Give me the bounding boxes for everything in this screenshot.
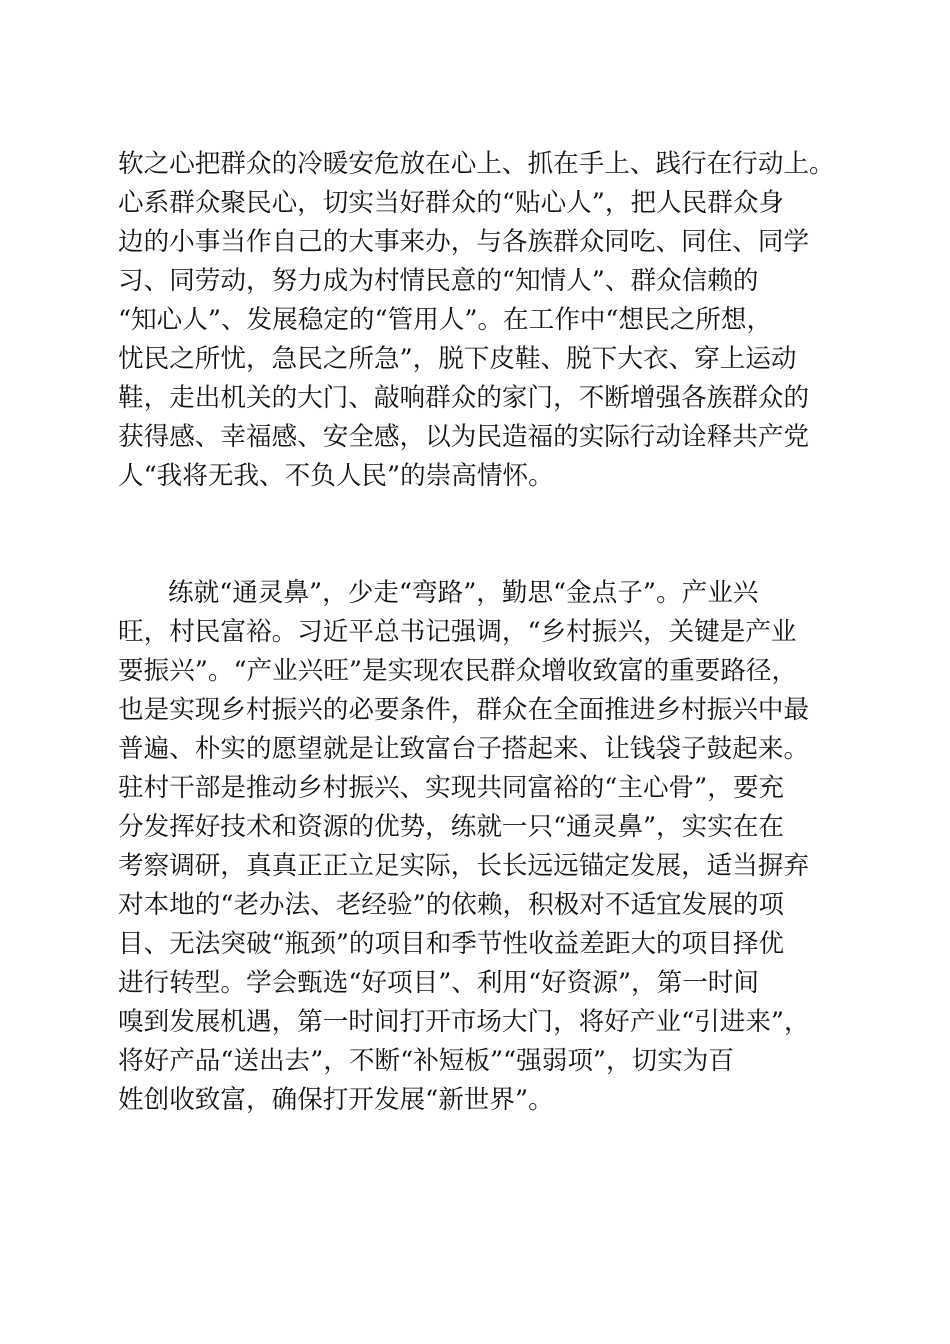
paragraph-2-line-8: 考察调研，真真正正立足实际，长长远远锚定发展，适当摒弃: [118, 851, 810, 881]
paragraph-1-line-6: 忧民之所忧，急民之所急”，脱下皮鞋、脱下大衣、穿上运动: [118, 344, 797, 374]
paragraph-2-line-2: 旺，村民富裕。习近平总书记强调，“乡村振兴，关键是产业: [118, 617, 797, 647]
paragraph-2-line-14: 姓创收致富，确保打开发展“新世界”。: [118, 1085, 554, 1115]
paragraph-2-line-10: 目、无法突破“瓶颈”的项目和季节性收益差距大的项目择优: [118, 929, 785, 959]
paragraph-1-line-8: 获得感、幸福感、安全感，以为民造福的实际行动诠释共产党: [118, 422, 810, 452]
paragraph-1-line-1: 软之心把群众的冷暖安危放在心上、抓在手上、践行在行动上。: [118, 149, 835, 179]
paragraph-2-line-4: 也是实现乡村振兴的必要条件，群众在全面推进乡村振兴中最: [118, 695, 810, 725]
paragraph-2-line-6: 驻村干部是推动乡村振兴、实现共同富裕的“主心骨”，要充: [118, 773, 785, 803]
paragraph-2-line-1: 练就“通灵鼻”，少走“弯路”，勤思“金点子”。产业兴: [168, 578, 759, 608]
paragraph-1-line-7: 鞋，走出机关的大门、敲响群众的家门，不断增强各族群众的: [118, 383, 810, 413]
paragraph-2-line-13: 将好产品“送出去”，不断“补短板”“强弱项”，切实为百: [118, 1046, 734, 1076]
paragraph-1: [118, 145, 848, 496]
paragraph-2: [118, 574, 848, 1120]
paragraph-1-line-4: 习、同劳动，努力成为村情民意的“知情人”、群众信赖的: [118, 266, 759, 296]
paragraph-1-line-5: “知心人”、发展稳定的“管用人”。在工作中“想民之所想，: [118, 305, 773, 335]
paragraph-1-line-9: 人“我将无我、不负人民”的崇高情怀。: [118, 461, 554, 491]
paragraph-2-line-7: 分发挥好技术和资源的优势，练就一只“通灵鼻”，实实在在: [118, 812, 785, 842]
paragraph-1-line-2: 心系群众聚民心，切实当好群众的“贴心人”，把人民群众身: [118, 188, 785, 218]
paragraph-2-line-3: 要振兴”。“产业兴旺”是实现农民群众增收致富的重要路径，: [118, 656, 798, 686]
paragraph-2-line-5: 普遍、朴实的愿望就是让致富台子搭起来、让钱袋子鼓起来。: [118, 734, 810, 764]
paragraph-2-line-11: 进行转型。学会甄选“好项目”、利用“好资源”，第一时间: [118, 968, 759, 998]
paragraph-2-line-12: 嗅到发展机遇，第一时间打开市场大门，将好产业“引进来”，: [118, 1007, 810, 1037]
paragraph-1-line-3: 边的小事当作自己的大事来办，与各族群众同吃、同住、同学: [118, 227, 810, 257]
paragraph-2-line-9: 对本地的“老办法、老经验”的依赖，积极对不适宜发展的项: [118, 890, 785, 920]
